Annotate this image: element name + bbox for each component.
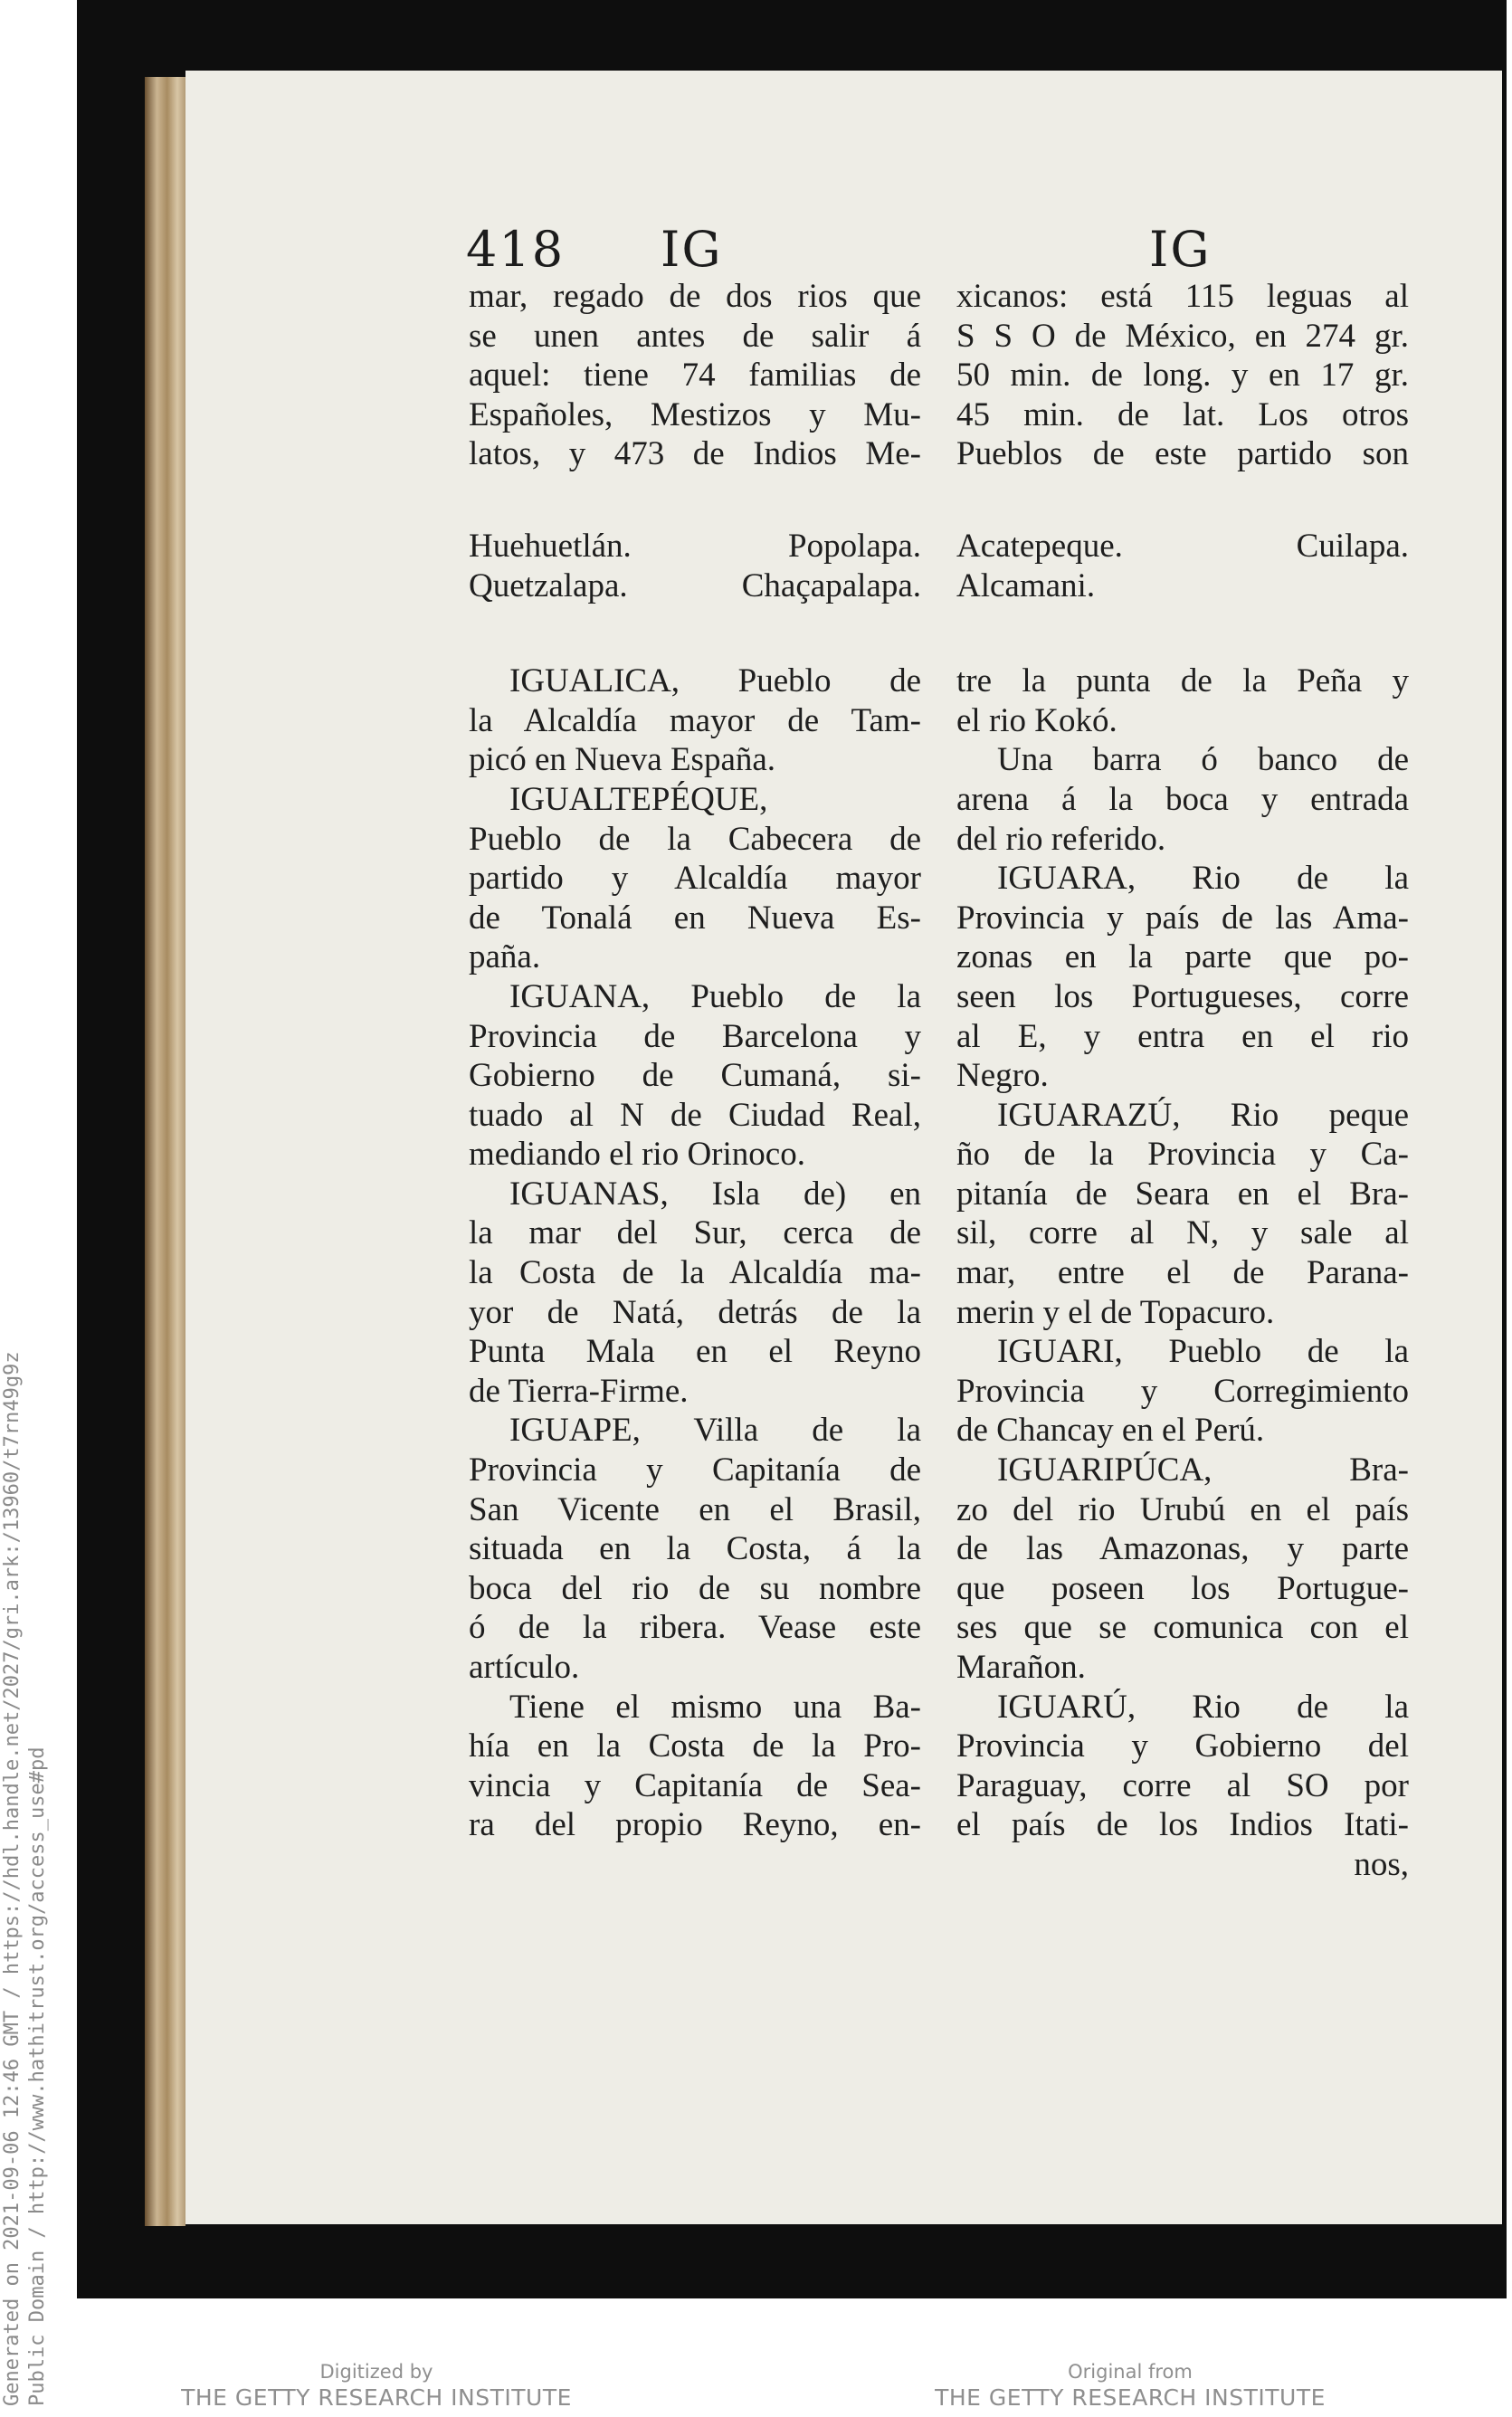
- left-entries: [469, 661, 921, 1845]
- right-town-list: [956, 527, 1409, 605]
- text-line: al E, y entra en el rio: [956, 1017, 1409, 1055]
- text-line: paña.: [469, 938, 541, 976]
- digitized-by-institution: THE GETTY RESEARCH INSTITUTE: [181, 2384, 572, 2411]
- text-line: merin y el de Topacuro.: [956, 1293, 1275, 1331]
- text-line: artículo.: [469, 1649, 580, 1686]
- text-line: Pueblos de este partido son: [956, 435, 1409, 473]
- license-notice-line: Public Domain / http://www.hathitrust.org/access_use#pd: [26, 1746, 49, 2406]
- text-line: situada en la Costa, á la: [469, 1530, 921, 1568]
- text-line: ño de la Provincia y Ca-: [956, 1136, 1409, 1174]
- town-row: [469, 566, 921, 606]
- text-line: 45 min. de lat. Los otros: [956, 395, 1409, 433]
- left-column: [469, 277, 921, 1845]
- digitized-by-credit: [150, 2360, 603, 2412]
- text-line: 50 min. de long. y en 17 gr.: [956, 357, 1409, 395]
- text-line: mediando el rio Orinoco.: [469, 1136, 805, 1174]
- text-line: Españoles, Mestizos y Mu-: [469, 395, 921, 433]
- entry-heading-line: IGUALTEPÉQUE,: [509, 780, 768, 818]
- text-line: partido y Alcaldía mayor: [469, 860, 921, 898]
- town-row: [469, 527, 921, 566]
- text-line: del rio referido.: [956, 820, 1166, 858]
- text-line: Marañon.: [956, 1649, 1086, 1686]
- town-name: Huehuetlán.: [469, 527, 632, 565]
- text-line: se unen antes de salir á: [469, 317, 921, 355]
- left-paragraph-continued: [469, 277, 921, 474]
- entry-heading-line: IGUAPE, Villa de la: [509, 1412, 921, 1450]
- text-line: el rio Kokó.: [956, 701, 1117, 739]
- text-line: de Chancay en el Perú.: [956, 1412, 1265, 1450]
- text-line: Provincia de Barcelona y: [469, 1017, 921, 1055]
- text-line: tre la punta de la Peña y: [956, 662, 1409, 700]
- town-name: Cuilapa.: [1296, 527, 1409, 565]
- town-name: Chaçapalapa.: [741, 566, 921, 604]
- text-line: Negro.: [956, 1057, 1049, 1095]
- text-line: mar, entre el de Parana-: [956, 1254, 1409, 1292]
- town-name: Alcamani.: [956, 566, 1096, 604]
- text-line: la Costa de la Alcaldía ma-: [469, 1254, 921, 1292]
- text-line: de Tierra-Firme.: [469, 1372, 689, 1410]
- generated-notice: [0, 1195, 51, 2417]
- text-line: S S O de México, en 274 gr.: [956, 317, 1409, 355]
- text-line: nos,: [1354, 1845, 1409, 1883]
- text-line: ra del propio Reyno, en-: [469, 1806, 921, 1844]
- original-from-institution: THE GETTY RESEARCH INSTITUTE: [935, 2384, 1326, 2411]
- text-line: vincia y Capitanía de Sea-: [469, 1766, 921, 1804]
- town-row: [956, 566, 1409, 606]
- running-head-left: IG: [661, 221, 723, 278]
- original-from-label: Original from: [1068, 2361, 1193, 2383]
- text-line: Provincia y Capitanía de: [469, 1451, 921, 1489]
- entry-heading-line: IGUANAS, Isla de) en: [509, 1175, 921, 1213]
- text-line: Pueblo de la Cabecera de: [469, 820, 921, 858]
- text-line: zonas en la parte que po-: [956, 938, 1409, 976]
- text-line: la mar del Sur, cerca de: [469, 1214, 921, 1252]
- text-line: Paraguay, corre al SO por: [956, 1766, 1409, 1804]
- text-line: tuado al N de Ciudad Real,: [469, 1096, 921, 1134]
- text-line: la Alcaldía mayor de Tam-: [469, 701, 921, 739]
- text-line: mar, regado de dos rios que: [469, 278, 921, 315]
- entry-heading-line: IGUARA, Rio de la: [997, 860, 1409, 898]
- town-name: Popolapa.: [788, 527, 921, 565]
- right-column: [956, 277, 1409, 1885]
- town-name: Quetzalapa.: [469, 566, 628, 604]
- right-entries: [956, 661, 1409, 1884]
- text-line: boca del rio de su nombre: [469, 1569, 921, 1607]
- text-line: picó en Nueva España.: [469, 741, 776, 779]
- text-line: zo del rio Urubú en el país: [956, 1490, 1409, 1528]
- entry-heading-line: IGUALICA, Pueblo de: [509, 662, 921, 700]
- text-line: yor de Natá, detrás de la: [469, 1293, 921, 1331]
- text-line: aquel: tiene 74 familias de: [469, 357, 921, 395]
- town-name: Acatepeque.: [956, 527, 1123, 565]
- right-paragraph-continued: [956, 277, 1409, 474]
- text-line: Provincia y Corregimiento: [956, 1372, 1409, 1410]
- digitized-by-label: Digitized by: [319, 2361, 433, 2383]
- text-line: pitanía de Seara en el Bra-: [956, 1175, 1409, 1213]
- text-line: Tiene el mismo una Ba-: [509, 1688, 921, 1726]
- page-edge: [145, 77, 185, 2226]
- left-town-list: [469, 527, 921, 605]
- entry-heading-line: IGUARAZÚ, Rio peque: [997, 1096, 1409, 1134]
- generated-notice-line: Generated on 2021-09-06 12:46 GMT / https://hdl.handle.net/2027/gri.ark:/13960/t7rn49g9z: [1, 1351, 24, 2406]
- entry-heading-line: IGUARÚ, Rio de la: [997, 1688, 1409, 1726]
- text-line: Provincia y país de las Ama-: [956, 899, 1409, 937]
- entry-heading-line: IGUANA, Pueblo de la: [509, 977, 921, 1015]
- original-from-credit: [904, 2360, 1356, 2412]
- text-line: ó de la ribera. Vease este: [469, 1609, 921, 1647]
- text-line: San Vicente en el Brasil,: [469, 1490, 921, 1528]
- text-line: seen los Portugueses, corre: [956, 977, 1409, 1015]
- text-line: el país de los Indios Itati-: [956, 1806, 1409, 1844]
- text-line: Provincia y Gobierno del: [956, 1727, 1409, 1765]
- text-line: xicanos: está 115 leguas al: [956, 278, 1409, 315]
- text-line: latos, y 473 de Indios Me-: [469, 435, 921, 473]
- text-line: Punta Mala en el Reyno: [469, 1333, 921, 1371]
- text-line: ses que se comunica con el: [956, 1609, 1409, 1647]
- text-line: sil, corre al N, y sale al: [956, 1214, 1409, 1252]
- text-line: de las Amazonas, y parte: [956, 1530, 1409, 1568]
- text-line: Una barra ó banco de: [997, 741, 1409, 779]
- entry-heading-line: IGUARI, Pueblo de la: [997, 1333, 1409, 1371]
- text-line: arena á la boca y entrada: [956, 780, 1409, 818]
- town-row: [956, 527, 1409, 566]
- entry-heading-line: IGUARIPÚCA, Bra-: [997, 1451, 1409, 1489]
- text-line: que poseen los Portugue-: [956, 1569, 1409, 1607]
- running-head-right: IG: [1149, 221, 1212, 278]
- page-number: 418: [466, 221, 566, 278]
- text-line: de Tonalá en Nueva Es-: [469, 899, 921, 937]
- text-line: Gobierno de Cumaná, si-: [469, 1057, 921, 1095]
- text-line: hía en la Costa de la Pro-: [469, 1727, 921, 1765]
